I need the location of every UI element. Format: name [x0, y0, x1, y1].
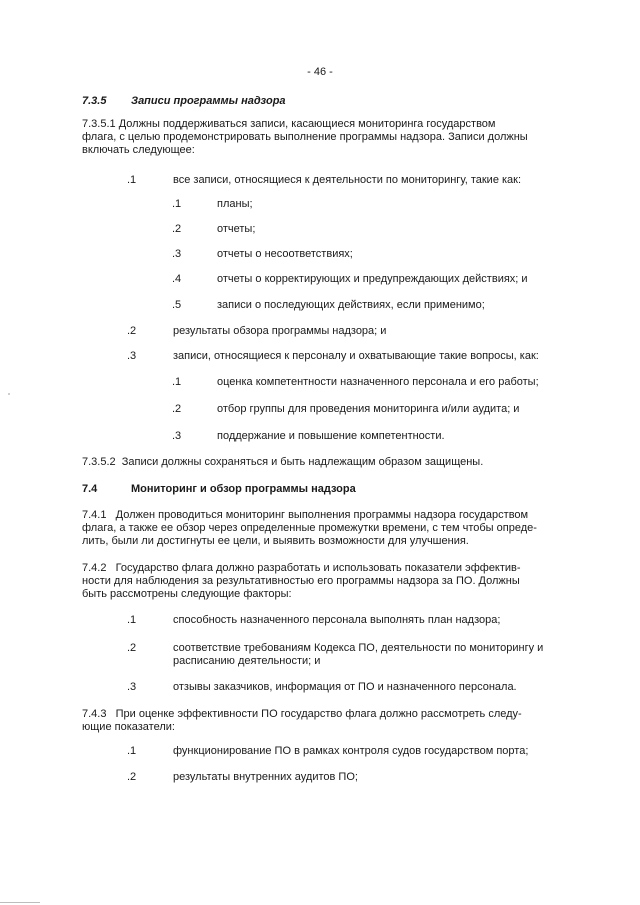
paragraph-line [82, 562, 560, 575]
list-text: способность назначенного персонала выполнять план надзора; [173, 614, 501, 626]
list-text: результаты внутренних аудитов ПО; [173, 771, 358, 783]
sublist-number: .4 [172, 273, 182, 285]
sublist-number: .5 [172, 299, 182, 311]
sublist-text: отчеты; [217, 223, 256, 235]
list-text: записи, относящиеся к персоналу и охватывающие такие вопросы, как: [173, 350, 539, 362]
sublist-text: планы; [217, 198, 253, 210]
paragraph-line: ющие показатели: [82, 721, 175, 733]
section-number-735: 7.3.5 [82, 95, 107, 107]
list-text: результаты обзора программы надзора; и [173, 325, 387, 337]
list-number: .2 [127, 771, 137, 783]
list-text-line: соответствие требованиям Кодекса ПО, деятельности по мониторингу и [173, 642, 544, 654]
sublist-text: записи о последующих действиях, если применимо; [217, 299, 485, 311]
list-text: все записи, относящиеся к деятельности по мониторингу, такие как: [173, 174, 522, 186]
list-number: .3 [127, 350, 137, 362]
sublist-text: отбор группы для проведения мониторинга и/или аудита; и [217, 403, 520, 415]
paragraph-741 [82, 509, 560, 548]
list-number: .3 [127, 681, 137, 693]
paragraph-line [82, 708, 560, 721]
list-number: .2 [127, 325, 137, 337]
paragraph-number: 7.3.5.1 [82, 118, 116, 130]
paragraph-number: 7.3.5.2 [82, 456, 116, 468]
paragraph-line [82, 509, 560, 522]
sublist-text: оценка компетентности назначенного персонала и его работы; [217, 376, 539, 388]
paragraph-text: Государство флага должно разработать и использовать показатели эффектив- [115, 562, 521, 574]
paragraph-text: При оценке эффективности ПО государство флага должно рассмотреть следу- [115, 708, 522, 720]
sublist-number: .2 [172, 223, 182, 235]
sublist-text: отчеты о корректирующих и предупреждающих действиях; и [217, 273, 528, 285]
paragraph-line: ности для наблюдения за результативностью его программы надзора за ПО. Должны [82, 575, 520, 587]
scan-edge-line [0, 902, 40, 903]
sublist-text: отчеты о несоответствиях; [217, 248, 353, 260]
paragraph-line: быть рассмотрены следующие факторы: [82, 588, 292, 600]
list-number: .1 [127, 174, 137, 186]
paragraph-7351 [82, 118, 560, 157]
sublist-number: .3 [172, 430, 182, 442]
paragraph-line: лить, были ли достигнуты ее цели, и выявить возможности для улучшения. [82, 535, 469, 547]
list-text-line: расписанию деятельности; и [173, 655, 321, 667]
paragraph-number: 7.4.3 [82, 708, 107, 720]
paragraph-number: 7.4.2 [82, 562, 107, 574]
list-text [173, 642, 563, 668]
sublist-number: .2 [172, 403, 182, 415]
list-text: функционирование ПО в рамках контроля судов государством порта; [173, 745, 529, 757]
list-number: .1 [127, 745, 137, 757]
page-number: - 46 - [307, 66, 333, 78]
paragraph-7352 [82, 456, 560, 469]
scan-speck [8, 393, 10, 395]
list-number: .1 [127, 614, 137, 626]
paragraph-line: флага, с целью продемонстрировать выполнение программы надзора. Записи должны [82, 131, 528, 143]
paragraph-line [82, 118, 560, 131]
paragraph-text: Должен проводиться мониторинг выполнения программы надзора государством [115, 509, 529, 521]
paragraph-number: 7.4.1 [82, 509, 107, 521]
section-title-735: Записи программы надзора [131, 95, 286, 107]
sublist-text: поддержание и повышение компетентности. [217, 430, 445, 442]
paragraph-text: Записи должны сохраняться и быть надлежащим образом защищены. [121, 456, 484, 468]
list-text: отзывы заказчиков, информация от ПО и назначенного персонала. [173, 681, 517, 693]
paragraph-742 [82, 562, 560, 601]
section-number-74: 7.4 [82, 483, 98, 495]
paragraph-line: включать следующее: [82, 144, 195, 156]
list-number: .2 [127, 642, 137, 654]
paragraph-text: Должны поддерживаться записи, касающиеся мониторинга государством [118, 118, 496, 130]
sublist-number: .3 [172, 248, 182, 260]
sublist-number: .1 [172, 376, 182, 388]
sublist-number: .1 [172, 198, 182, 210]
paragraph-743 [82, 708, 560, 734]
paragraph-line: флага, а также ее обзор через определенные промежутки времени, с тем чтобы опреде- [82, 522, 537, 534]
section-title-74: Мониторинг и обзор программы надзора [131, 483, 356, 495]
